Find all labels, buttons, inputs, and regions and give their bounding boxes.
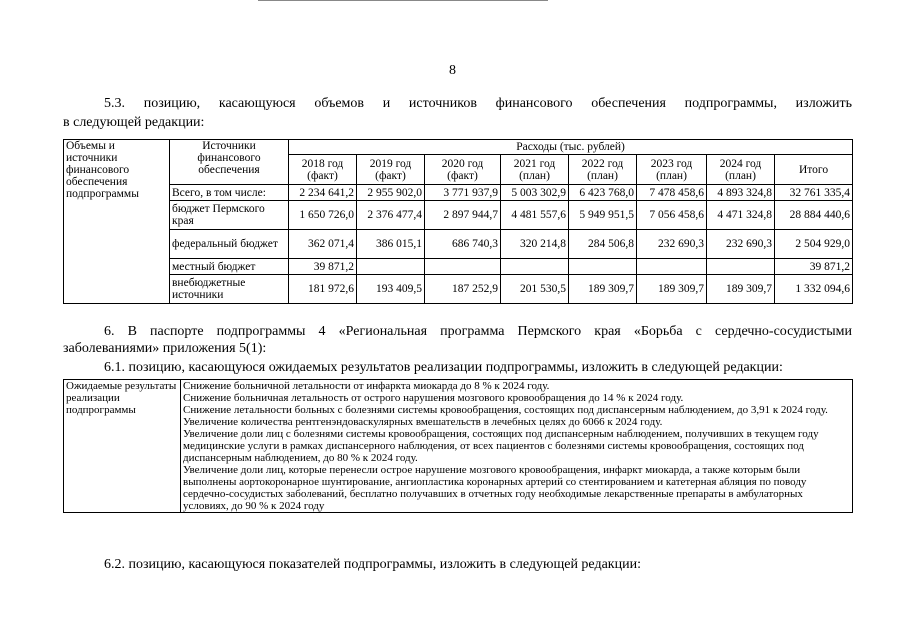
- value-cell: 2 504 929,0: [775, 230, 853, 259]
- source-cell: Всего, в том числе:: [170, 185, 289, 201]
- value-cell: 320 214,8: [501, 230, 569, 259]
- table-row: [64, 185, 853, 201]
- value-cell: 2 955 902,0: [357, 185, 425, 201]
- value-cell: 4 893 324,8: [707, 185, 775, 201]
- value-cell: 2 234 641,2: [289, 185, 357, 201]
- value-cell: 39 871,2: [289, 259, 357, 275]
- value-cell: 1 332 094,6: [775, 275, 853, 304]
- table-row: [64, 230, 853, 259]
- year-header: 2024 год (план): [707, 155, 775, 185]
- value-cell: 28 884 440,6: [775, 201, 853, 230]
- value-cell: 5 949 951,5: [569, 201, 637, 230]
- value-cell: 686 740,3: [425, 230, 501, 259]
- value-cell: 386 015,1: [357, 230, 425, 259]
- value-cell: 7 056 458,6: [637, 201, 707, 230]
- value-cell: 6 423 768,0: [569, 185, 637, 201]
- value-cell: [357, 259, 425, 275]
- result-item: Увеличение доли лиц, которые перенесли острое нарушение мозгового кровообращения, инфаркт миокарда, а также которым были выполнены аортокоронарное шунтирование, ангиопластика коронарных артерий со стентированием и катетерная абляция по поводу сердечно-сосудистых заболеваний, бесплатно получавших в отчетных году необходимые лекарственные препараты в амбулаторных условиях, до 90 % к 2024 году: [183, 464, 807, 512]
- page-number: 8: [449, 63, 456, 78]
- item-5-3-line1: 5.3. позицию, касающуюся объемов и источников финансового обеспечения подпрограммы, изложить: [104, 96, 852, 111]
- item-6-1: 6.1. позицию, касающуюся ожидаемых результатов реализации подпрограммы, изложить в следующей редакции:: [104, 360, 783, 375]
- total-header: Итого: [775, 155, 853, 185]
- value-cell: 3 771 937,9: [425, 185, 501, 201]
- value-cell: 181 972,6: [289, 275, 357, 304]
- value-cell: 232 690,3: [707, 230, 775, 259]
- item-6-line1: 6. В паспорте подпрограммы 4 «Региональная программа Пермского края «Борьба с сердечно-сосудистыми: [104, 324, 852, 339]
- expenses-header: Расходы (тыс. рублей): [289, 140, 853, 155]
- financing-label-cell: [64, 140, 170, 304]
- value-cell: [637, 259, 707, 275]
- source-cell: бюджет Пермского края: [170, 201, 289, 230]
- year-header: 2022 год (план): [569, 155, 637, 185]
- page-top-rule: [258, 0, 548, 1]
- item-6-line2: заболеваниями» приложения 5(1):: [63, 341, 267, 356]
- value-cell: 4 481 557,6: [501, 201, 569, 230]
- value-cell: [569, 259, 637, 275]
- result-item: Снижение летальности больных с болезнями системы кровообращения, состоящих под диспансерным наблюдением, до 3,91 к 2024 году.: [183, 404, 828, 416]
- results-table: [63, 379, 853, 513]
- value-cell: 4 471 324,8: [707, 201, 775, 230]
- table-row: [64, 259, 853, 275]
- year-header: 2018 год (факт): [289, 155, 357, 185]
- source-cell: внебюджетные источники: [170, 275, 289, 304]
- value-cell: 362 071,4: [289, 230, 357, 259]
- results-label-cell: [64, 380, 181, 513]
- item-5-3-line2: в следующей редакции:: [63, 115, 205, 130]
- source-cell: федеральный бюджет: [170, 230, 289, 259]
- financing-label: Объемы и источники финансового обеспечения подпрограммы: [66, 140, 139, 200]
- value-cell: [707, 259, 775, 275]
- value-cell: 39 871,2: [775, 259, 853, 275]
- value-cell: 201 530,5: [501, 275, 569, 304]
- value-cell: 189 309,7: [637, 275, 707, 304]
- value-cell: 2 376 477,4: [357, 201, 425, 230]
- result-item: Увеличение количества рентгенэндоваскулярных вмешательств в лечебных целях до 6066 к 2024 году.: [183, 416, 663, 428]
- year-header: 2023 год (план): [637, 155, 707, 185]
- item-6-2: 6.2. позицию, касающуюся показателей подпрограммы, изложить в следующей редакции:: [104, 557, 641, 572]
- table-row: [64, 275, 853, 304]
- year-header: 2021 год (план): [501, 155, 569, 185]
- value-cell: 187 252,9: [425, 275, 501, 304]
- financing-table: [63, 139, 853, 304]
- value-cell: 284 506,8: [569, 230, 637, 259]
- results-content-cell: [181, 380, 853, 513]
- value-cell: [501, 259, 569, 275]
- year-header: 2019 год (факт): [357, 155, 425, 185]
- sources-header: Источники финансового обеспечения: [170, 140, 289, 185]
- source-cell: местный бюджет: [170, 259, 289, 275]
- year-header: 2020 год (факт): [425, 155, 501, 185]
- result-item: Увеличение доли лиц с болезнями системы кровообращения, состоящих под диспансерным наблюдением, получивших в текущем году медицинские услуги в рамках диспансерного наблюдения, от всех пациентов с болезнями системы кровообращения, состоящих под диспансерным наблюдением, до 80 % к 2024 году.: [183, 428, 819, 464]
- value-cell: 232 690,3: [637, 230, 707, 259]
- value-cell: 1 650 726,0: [289, 201, 357, 230]
- value-cell: 193 409,5: [357, 275, 425, 304]
- result-item: Снижение больничная летальность от острого нарушения мозгового кровообращения до 14 % к 2024 году.: [183, 392, 684, 404]
- value-cell: 2 897 944,7: [425, 201, 501, 230]
- results-label: Ожидаемые результаты реализации подпрограммы: [66, 380, 177, 416]
- value-cell: 189 309,7: [569, 275, 637, 304]
- value-cell: 189 309,7: [707, 275, 775, 304]
- value-cell: 5 003 302,9: [501, 185, 569, 201]
- table-row: [64, 201, 853, 230]
- value-cell: 32 761 335,4: [775, 185, 853, 201]
- result-item: Снижение больничной летальности от инфаркта миокарда до 8 % к 2024 году.: [183, 380, 550, 392]
- value-cell: 7 478 458,6: [637, 185, 707, 201]
- value-cell: [425, 259, 501, 275]
